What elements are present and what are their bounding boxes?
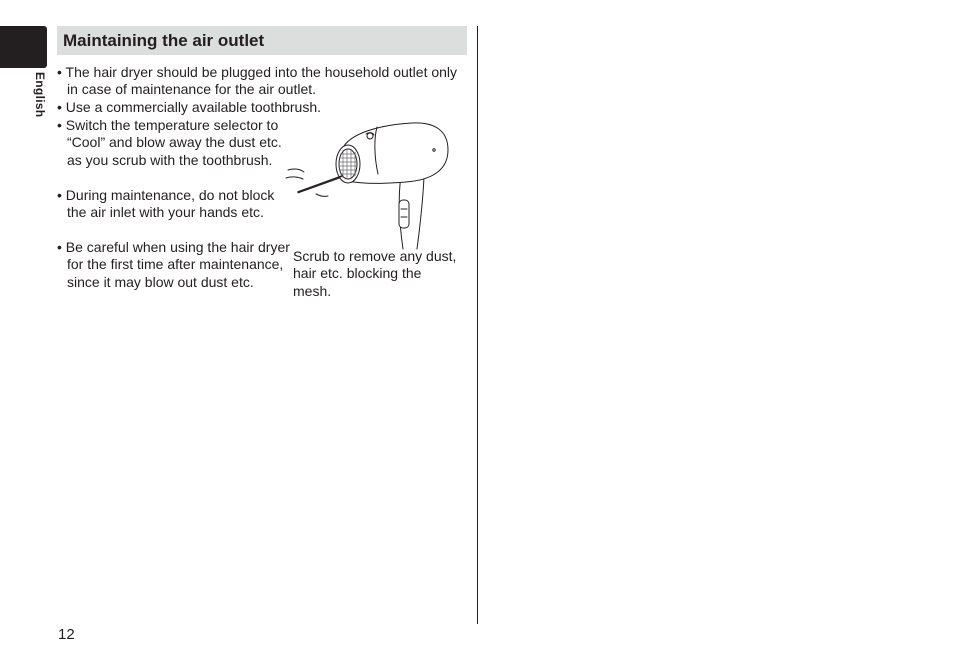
illustration-caption: Scrub to remove any dust, hair etc. blocking the mesh. — [293, 248, 457, 299]
bullet-item: • Switch the temperature selector to “Cool” and blow away the dust etc. as you scrub with the toothbrush. — [57, 117, 282, 168]
page-number: 12 — [58, 626, 75, 643]
bullet-item: • The hair dryer should be plugged into the household outlet only in case of maintenance for the air outlet. — [57, 64, 458, 98]
bullet-item: • During maintenance, do not block the air inlet with your hands etc. — [57, 187, 275, 221]
bullet-item: • Use a commercially available toothbrush. — [57, 99, 322, 115]
toothbrush — [298, 176, 342, 192]
hair-dryer-illustration — [282, 116, 454, 252]
column-divider — [477, 26, 478, 624]
motion-mark — [288, 169, 304, 172]
dryer-switch — [399, 200, 409, 228]
dryer-body — [344, 123, 448, 183]
language-label: English — [33, 72, 47, 118]
section-heading-bar — [57, 26, 467, 55]
language-tab — [0, 26, 47, 68]
section-title: Maintaining the air outlet — [63, 30, 265, 50]
bullet-item: • Be careful when using the hair dryer for the first time after maintenance, since it may blow out dust etc. — [57, 239, 290, 290]
